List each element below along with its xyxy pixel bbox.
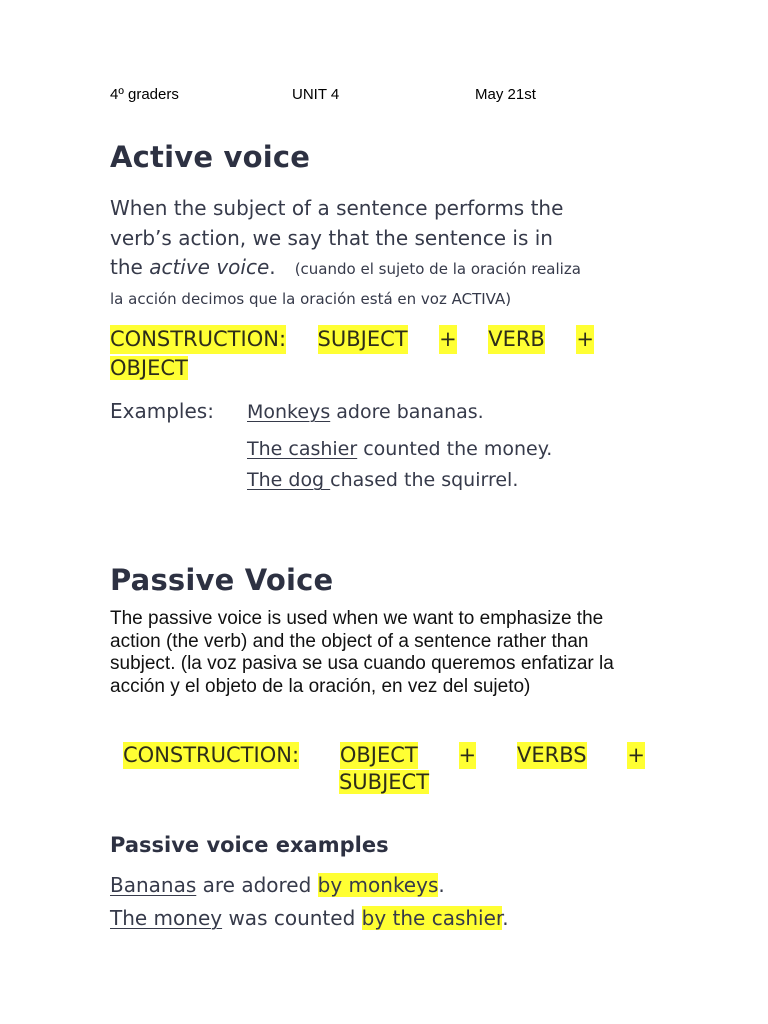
unit-label: UNIT 4 bbox=[292, 86, 340, 103]
passive-line-3: subject. (la voz pasiva se usa cuando queremos enfatizar la bbox=[110, 653, 614, 674]
example-rest: adore bananas. bbox=[330, 401, 484, 423]
construction-word-subject: SUBJECT bbox=[338, 770, 430, 794]
active-example bbox=[247, 438, 552, 460]
example-end: . bbox=[438, 873, 445, 897]
passive-voice-definition bbox=[110, 608, 670, 698]
passive-examples-heading: Passive voice examples bbox=[110, 833, 389, 857]
example-rest: counted the money. bbox=[357, 438, 553, 460]
construction-plus: + bbox=[439, 325, 457, 354]
definition-period: . bbox=[269, 255, 276, 279]
translation-line-2: la acción decimos que la oración está en voz ACTIVA) bbox=[110, 289, 512, 308]
construction-word-verbs: VERBS bbox=[516, 743, 587, 767]
passive-line-1: The passive voice is used when we want to emphasize the bbox=[110, 608, 604, 629]
definition-the: the bbox=[110, 255, 150, 279]
active-voice-term: active voice bbox=[149, 255, 270, 279]
construction-label: CONSTRUCTION: bbox=[110, 325, 286, 354]
examples-label: Examples: bbox=[110, 399, 214, 423]
active-voice-heading: Active voice bbox=[110, 140, 311, 174]
construction-word-verb: VERB bbox=[488, 325, 545, 354]
example-end: . bbox=[502, 906, 509, 930]
example-agent: by monkeys bbox=[317, 873, 439, 897]
passive-example bbox=[110, 906, 509, 930]
passive-voice-heading: Passive Voice bbox=[110, 563, 334, 597]
active-voice-definition bbox=[110, 194, 670, 314]
example-agent: by the cashier bbox=[361, 906, 503, 930]
construction-plus: + bbox=[458, 743, 477, 767]
example-object: The money bbox=[110, 906, 223, 930]
construction-word-subject: SUBJECT bbox=[318, 325, 408, 354]
construction-word-object: OBJECT bbox=[339, 743, 418, 767]
example-subject: The cashier bbox=[247, 438, 358, 460]
example-subject: The dog bbox=[247, 469, 331, 491]
translation-line-1: (cuando el sujeto de la oración realiza bbox=[294, 260, 581, 278]
construction-word-object: OBJECT bbox=[110, 356, 188, 380]
definition-line-1: When the subject of a sentence performs the bbox=[110, 196, 564, 220]
example-middle: are adored bbox=[196, 873, 318, 897]
construction-plus: + bbox=[576, 325, 594, 354]
construction-plus: + bbox=[627, 743, 645, 767]
passive-example bbox=[110, 873, 445, 897]
example-subject: Monkeys bbox=[247, 401, 331, 423]
definition-line-3 bbox=[110, 253, 670, 285]
active-example bbox=[247, 469, 518, 491]
passive-line-4: acción y el objeto de la oración, en vez del sujeto) bbox=[110, 675, 531, 697]
example-middle: was counted bbox=[222, 906, 362, 930]
construction-label: CONSTRUCTION: bbox=[123, 743, 300, 767]
passive-line-2: action (the verb) and the object of a sentence rather than bbox=[110, 630, 589, 652]
example-rest: chased the squirrel. bbox=[330, 469, 519, 491]
passive-construction bbox=[123, 742, 645, 796]
active-example bbox=[247, 401, 484, 423]
definition-line-2: verb’s action, we say that the sentence is in bbox=[110, 225, 553, 250]
date-label: May 21st bbox=[475, 86, 536, 103]
active-construction bbox=[110, 325, 594, 383]
example-object: Bananas bbox=[110, 873, 197, 897]
grade-label: 4º graders bbox=[110, 86, 179, 103]
